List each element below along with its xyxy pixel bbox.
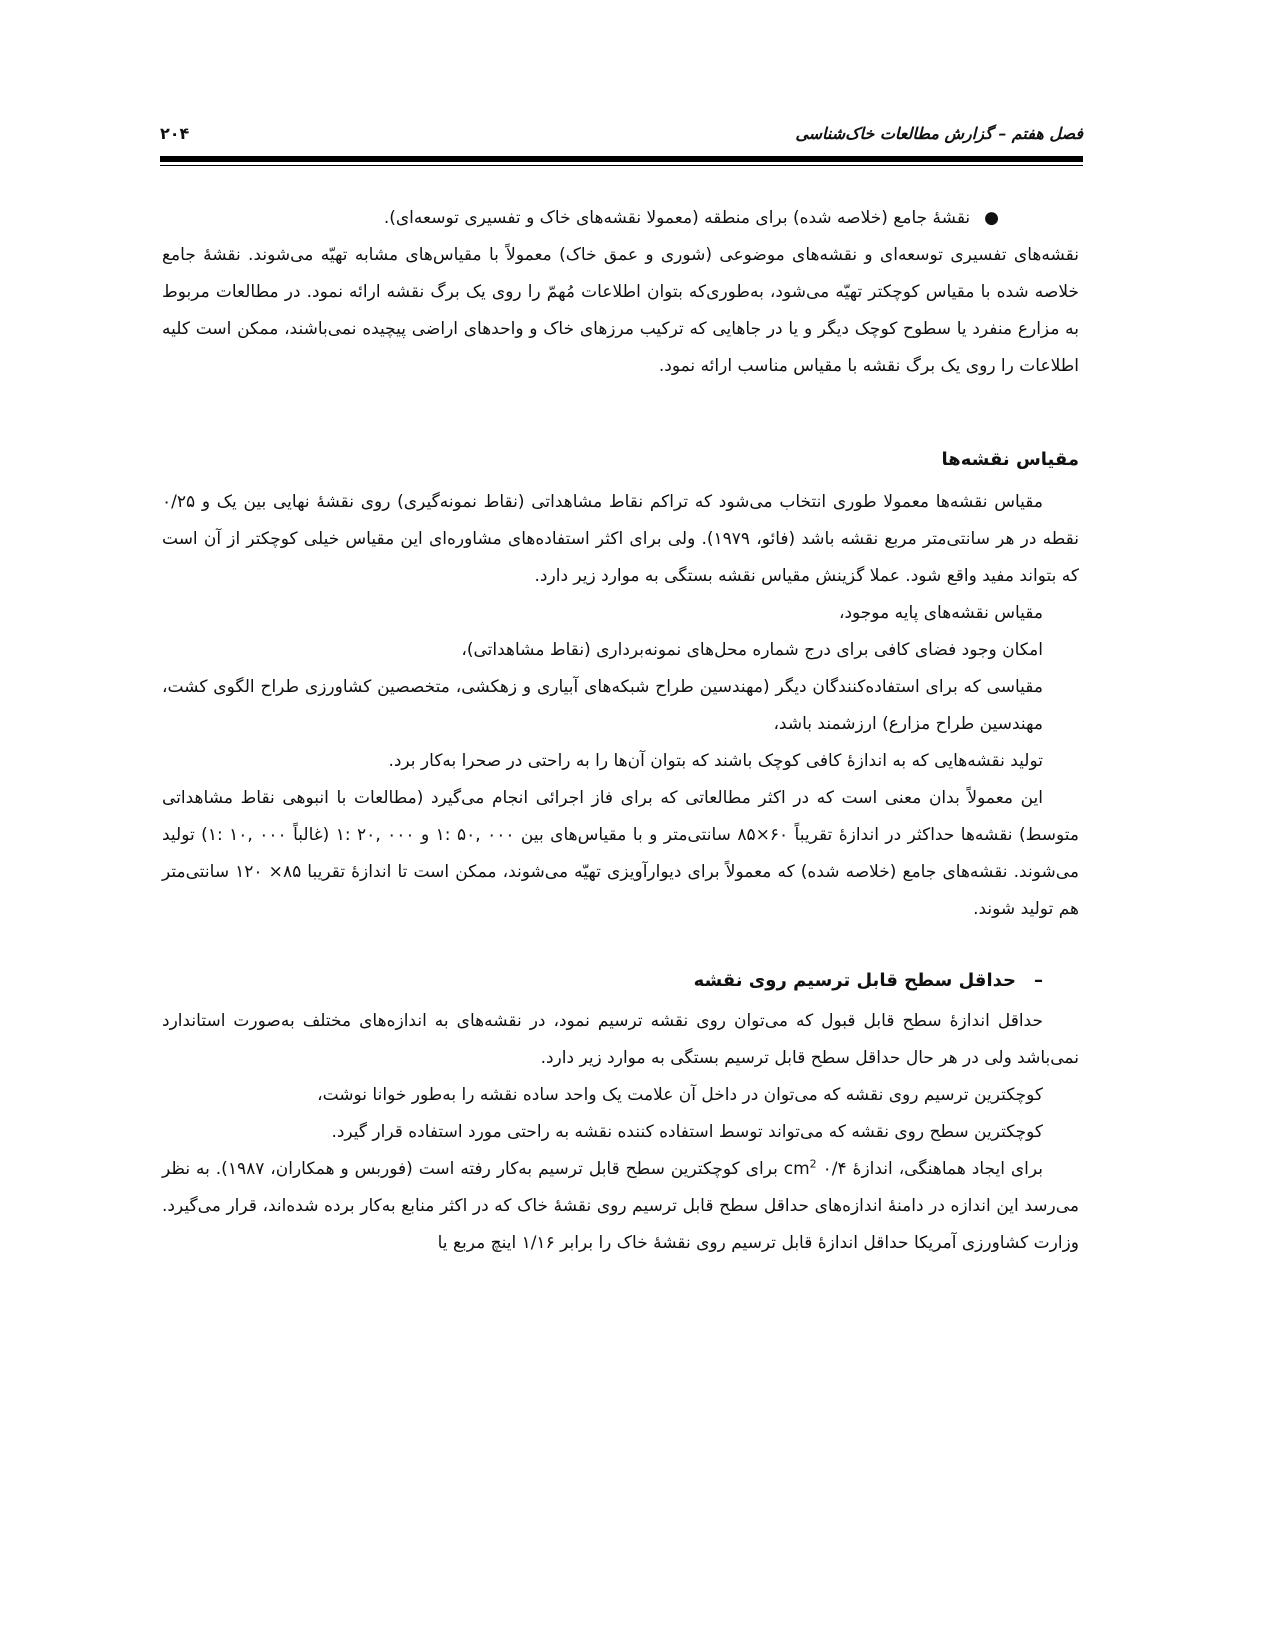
header-rule-thin bbox=[160, 165, 1083, 166]
list-item: مقیاسی که برای استفاده‌کنندگان دیگر (مهندسین طراح شبکه‌های آبیاری و زهکشی، متخصصین کشاورزی طراح الگوی کشت، مهندسین طراح مزارع) ارزشمند باشد، bbox=[162, 677, 1043, 734]
list-item: کوچکترین ترسیم روی نقشه که می‌توان در داخل آن علامت یک واحد ساده نقشه را به‌طور خوانا نوشت، bbox=[317, 1085, 1043, 1105]
bullet-icon: ● bbox=[984, 208, 999, 228]
dash-icon: – bbox=[1034, 970, 1043, 991]
last-paragraph-before: برای ایجاد هماهنگی، اندازهٔ ۰/۴ bbox=[822, 1159, 1044, 1179]
list-item: تولید نقشه‌هایی که به اندازهٔ کافی کوچک باشند که بتوان آن‌ها را به راحتی در صحرا به‌کار برد. bbox=[388, 751, 1043, 771]
section1-paragraph: مقیاس نقشه‌ها معمولا طوری انتخاب می‌شود که تراکم نقاط مشاهداتی (نقاط نمونه‌گیری) روی نقشهٔ نهایی بین یک و ۰/۲۵ نقطه در هر سانتی‌متر مربع نقشه باشد (فائو، ۱۹۷۹). ولی برای اکثر استفاده‌های مشاوره‌ای این مقیاس خیلی کوچکتر از آن است که بتواند مفید واقع شود. عملا گزینش مقیاس نقشه بستگی به موارد زیر دارد. bbox=[162, 492, 1079, 586]
section2-last-paragraph bbox=[162, 1151, 1079, 1262]
list-item: کوچکترین سطح روی نقشه که می‌تواند توسط استفاده کننده نقشه به راحتی مورد استفاده قرار گیرد. bbox=[331, 1122, 1043, 1142]
section-heading-map-scale: مقیاس نقشه‌ها bbox=[941, 449, 1079, 470]
section1-closing-paragraph: این معمولاً بدان معنی است که در اکثر مطالعاتی که برای فاز اجرائی انجام می‌گیرد (مطالعات با انبوهی نقاط مشاهداتی متوسط) نقشه‌ها حداکثر در اندازهٔ تقریباً ۶۰×۸۵ سانتی‌متر و با مقیاس‌های بین ۰۰۰ ,۵۰ :۱ و ۰۰۰ ,۲۰ :۱ (غالباً ۰۰۰ ,۱۰ :۱) تولید می‌شوند. نقشه‌های جامع (خلاصه شده) که معمولاً برای دیوارآویزی تهیّه می‌شوند، ممکن است تا اندازهٔ تقریبا ۸۵× ۱۲۰ سانتی‌متر هم تولید شوند. bbox=[162, 788, 1080, 919]
unit-text: cm bbox=[783, 1159, 810, 1179]
header-rule-thick bbox=[160, 156, 1083, 162]
area-unit bbox=[784, 1159, 817, 1179]
section-heading-min-mappable-area bbox=[162, 962, 1079, 999]
bullet-text: نقشهٔ جامع (خلاصه شده) برای منطقه (معمولا نقشه‌های خاک و تفسیری توسعه‌ای). bbox=[383, 208, 971, 228]
list-item: امکان وجود فضای کافی برای درج شماره محل‌های نمونه‌برداری (نقاط مشاهداتی)، bbox=[461, 640, 1043, 660]
last-paragraph-after: برای کوچکترین سطح قابل ترسیم به‌کار رفته است (فوربس و همکاران، ۱۹۸۷). به نظر می‌رسد این اندازه در دامنهٔ اندازه‌های حداقل سطح قابل ترسیم روی نقشهٔ خاک که در اکثر منابع به‌کار برده شده‌اند، قرار می‌گیرد. وزارت کشاورزی آمریکا حداقل اندازهٔ قابل ترسیم روی نقشهٔ خاک را برابر ۱/۱۶ اینچ مربع یا bbox=[162, 1159, 1079, 1253]
list-item: مقیاس نقشه‌های پایه موجود، bbox=[838, 603, 1043, 623]
chapter-title: فصل هفتم – گزارش مطالعات خاک‌شناسی bbox=[795, 124, 1083, 143]
page-header bbox=[160, 124, 1083, 148]
page-number: ۲۰۴ bbox=[160, 124, 190, 143]
subheading-text: حداقل سطح قابل ترسیم روی نقشه bbox=[693, 970, 1016, 991]
section2-paragraph: حداقل اندازهٔ سطح قابل قبول که می‌توان روی نقشه ترسیم نمود، در نقشه‌های به اندازه‌های مختلف به‌صورت استاندارد نمی‌باشد ولی در هر حال حداقل سطح قابل ترسیم بستگی به موارد زیر دارد. bbox=[162, 1011, 1079, 1068]
intro-paragraph: نقشه‌های تفسیری توسعه‌ای و نقشه‌های موضوعی (شوری و عمق خاک) معمولاً با مقیاس‌های مشابه تهیّه می‌شوند. نقشهٔ جامع خلاصه شده با مقیاس کوچکتر تهیّه می‌شود، به‌طوری‌که بتوان اطلاعات مُهمّ را روی یک برگ نقشه ارائه نمود. در مطالعات مربوط به مزارع منفرد یا سطوح کوچک دیگر و یا در جاهایی که ترکیب مرزهای خاک و واحدهای اراضی پیچیده نمی‌باشند، ممکن است کلیه اطلاعات را روی یک برگ نقشه با مقیاس مناسب ارائه نمود. bbox=[162, 245, 1079, 376]
unit-exponent: 2 bbox=[809, 1157, 817, 1171]
bullet-item bbox=[162, 200, 1079, 237]
page-body bbox=[162, 200, 1079, 1262]
